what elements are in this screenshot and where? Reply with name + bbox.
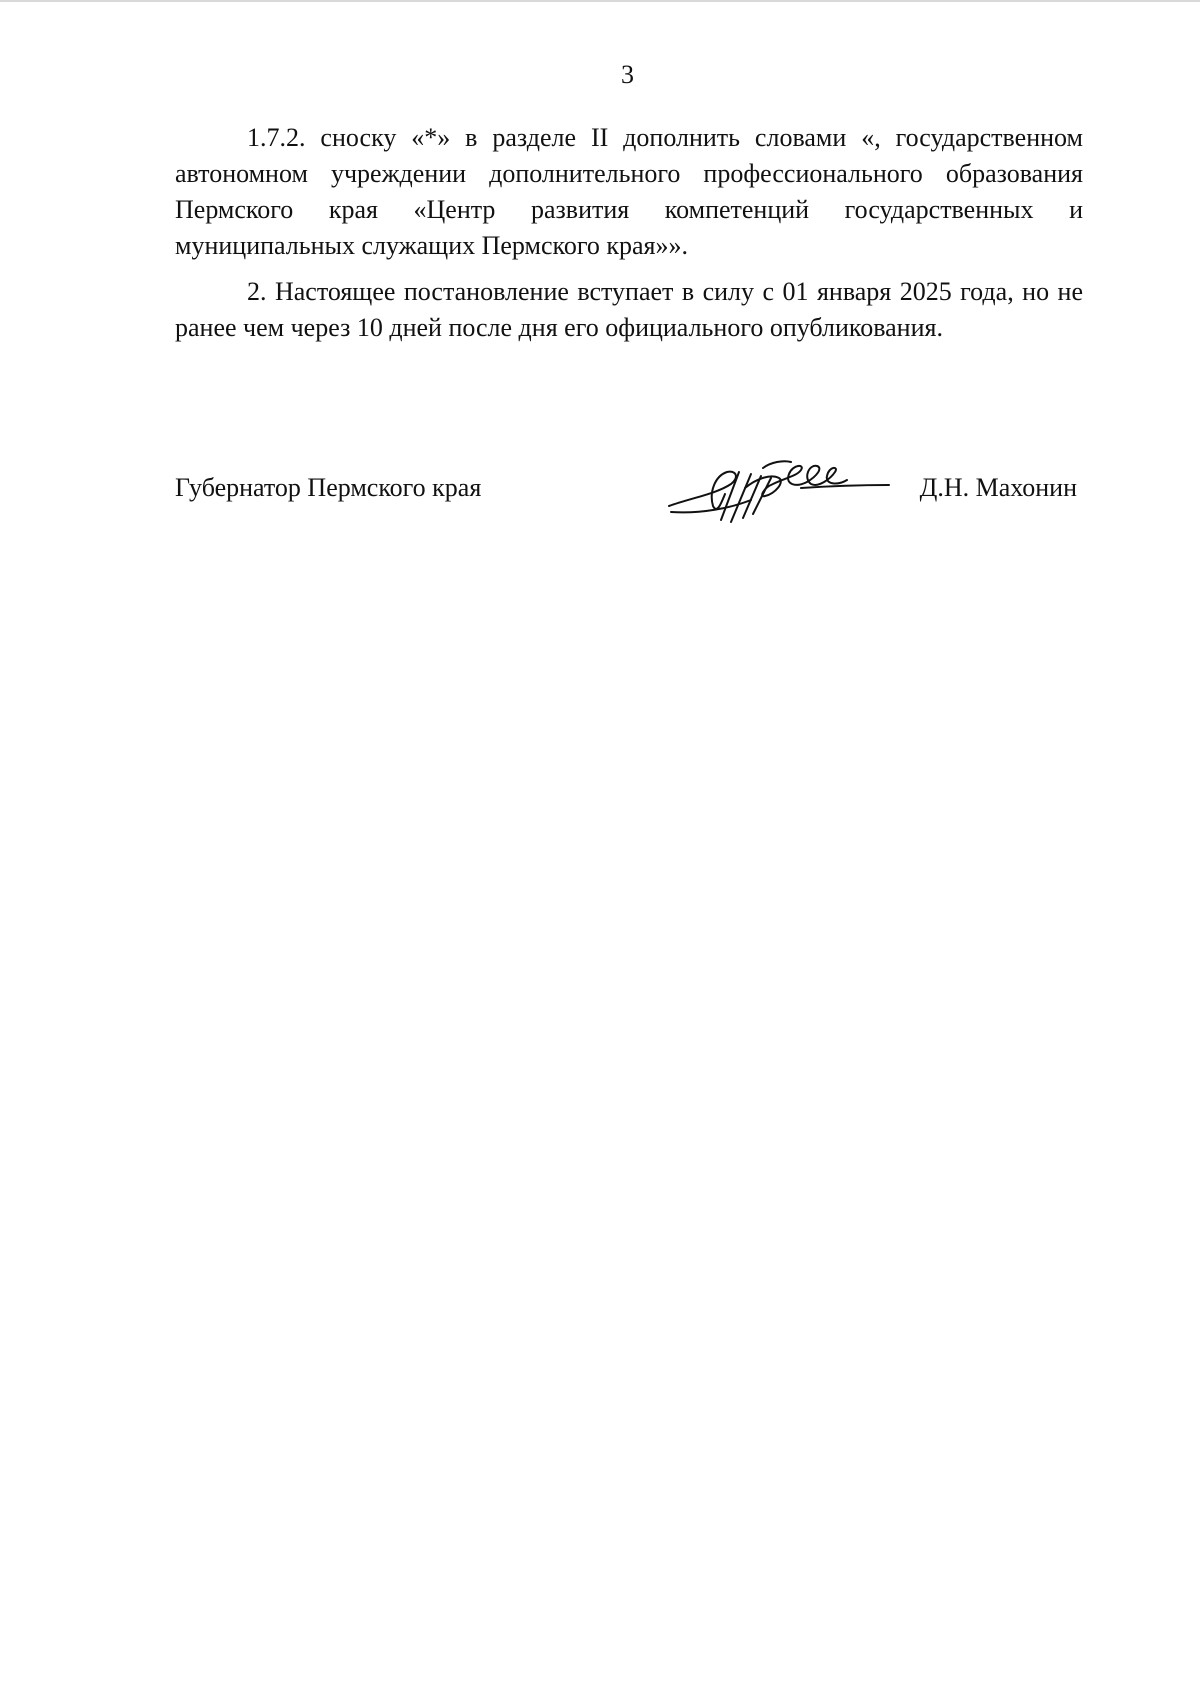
signer-title: Губернатор Пермского края (175, 473, 482, 502)
scan-edge (0, 0, 1200, 2)
page-number: 3 (621, 60, 634, 89)
paragraph-2: 2. Настоящее постановление вступает в силу с 01 января 2025 года, но не ранее чем через 10 дней после дня его официального опубликования. (175, 277, 1083, 342)
signer-name: Д.Н. Махонин (919, 473, 1077, 502)
paragraph-1-7-2: 1.7.2. сноску «*» в разделе II дополнить словами «, государственном автономном учреждении дополнительного профессионального образования Пермского края «Центр развития компетенций государственных и муниципальных служащих Пермского края»». (175, 123, 1083, 260)
document-body (175, 120, 1083, 346)
handwritten-signature (661, 448, 891, 528)
signature-block (175, 468, 1083, 538)
